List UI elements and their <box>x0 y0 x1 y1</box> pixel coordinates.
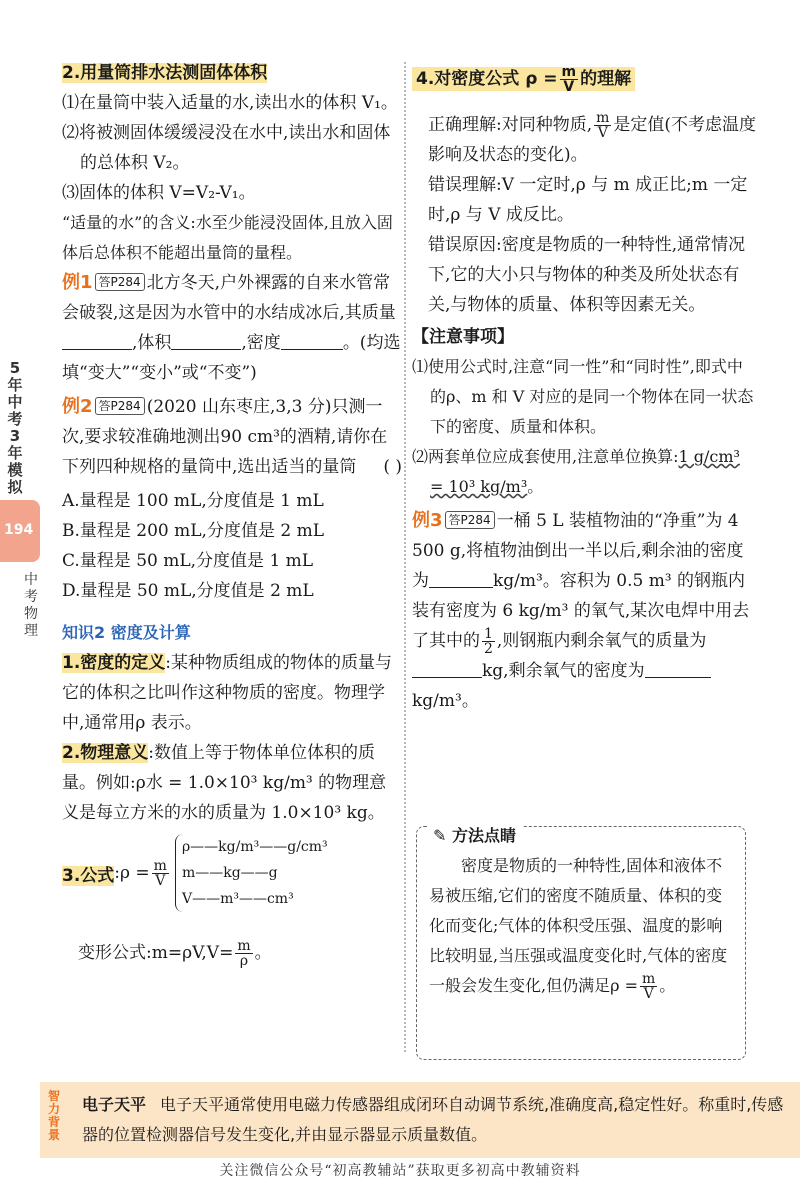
fraction: $\frac{m}{V}$ <box>596 110 610 141</box>
fraction: $\frac{m}{V}$ <box>561 63 577 95</box>
book-title: 5年中考3年模拟 <box>7 359 23 496</box>
page-number: 194 <box>4 522 34 538</box>
method-box <box>416 826 746 1060</box>
answer-blank <box>429 571 493 588</box>
answer-blank <box>171 333 241 350</box>
answer-blank <box>412 661 482 678</box>
left-column <box>62 58 402 968</box>
option-b: B.量程是 200 mL,分度值是 2 mL <box>62 521 324 541</box>
banner-text: 电子天平 电子天平通常使用电磁力传感器组成闭环自动调节系统,准确度高,稳定性好。称重时,传感器的位置检测器信号发生变化,并由显示器显示质量数值。 <box>82 1095 784 1144</box>
fraction: $\frac{m}{V}$ <box>642 971 656 1002</box>
banner-label: 智力背景 <box>47 1089 60 1142</box>
column-divider <box>404 62 406 1052</box>
unit-list: ρ——kg/m³——g/cm³ m——kg——g V——m³——cm³ <box>175 834 328 912</box>
right-column <box>412 64 757 716</box>
definition-2: 2.物理意义:数值上等于物体单位体积的质量。例如:ρ水 = 1.0×10³ kg/m³ 的物理意义是每立方米的水的质量为 1.0×10³ kg。 <box>62 743 387 823</box>
banner-title: 电子天平 <box>82 1095 147 1114</box>
example-label: 例2 <box>62 396 93 417</box>
example-3: 例3 答P284 一桶 5 L 装植物油的“净重”为 4 500 g,将植物油倒出一半以后,剩余油的密度为 kg/m³。容积为 0.5 m³ 的钢瓶内装有密度为 6 kg/m³ 的氧气,某次电焊中用去了其中的 $\frac{1}{2}$ ,则钢瓶内剩余氧气的质量为kg,剩余氧气的密度为kg/m³。 <box>412 510 750 711</box>
answer-blank <box>62 333 132 350</box>
note-2: ⑵两套单位应成套使用,注意单位换算:1 g/cm³ = 10³ kg/m³。 <box>412 447 740 496</box>
correct-understanding: 正确理解:对同种物质, $\frac{m}{V}$ 是定值(不考虑温度影响及状态的变化)。 <box>428 110 757 165</box>
answer-ref-tag: 答P284 <box>445 511 495 529</box>
formula-label: 3.公式 <box>62 865 115 886</box>
footer-note: 关注微信公众号“初高教辅站”获取更多初高中教辅资料 <box>219 1163 581 1179</box>
formula-block: 3.公式:ρ = $\frac{m}{V}$ ρ——kg/m³——g/cm³ m——kg——g V——m³——cm³ <box>62 834 402 924</box>
wrong-understanding: 错误理解:V 一定时,ρ 与 m 成正比;m 一定时,ρ 与 V 成反比。 <box>428 175 748 225</box>
answer-blank <box>645 661 711 678</box>
pen-icon: ✎ <box>433 826 452 845</box>
attention-heading: 【注意事项】 <box>412 327 514 347</box>
option-a: A.量程是 100 mL,分度值是 1 mL <box>62 491 324 511</box>
step-2: ⑵将被测固体缓缓浸没在水中,读出水和固体的总体积 V₂。 <box>62 123 391 173</box>
subject-label: 中考物理 <box>24 572 38 639</box>
side-margin <box>0 360 44 740</box>
wrong-reason: 错误原因:密度是物质的一种特性,通常情况下,它的大小只与物体的种类及所处状态有关,与物体的质量、体积等因素无关。 <box>428 235 746 315</box>
answer-blank <box>281 333 343 350</box>
answer-ref-tag: 答P284 <box>95 397 145 415</box>
background-info-banner <box>40 1082 800 1158</box>
method-title: ✎ 方法点睛 <box>427 823 522 846</box>
step-3: ⑶固体的体积 V=V₂-V₁。 <box>62 183 256 203</box>
knowledge-heading: 知识2 密度及计算 <box>62 623 191 642</box>
derived-formula: 变形公式:m=ρV,V= $\frac{m}{\rho}$ 。 <box>78 938 272 969</box>
section-heading: 4.对密度公式 ρ = $\frac{m}{V}$ 的理解 <box>412 64 757 94</box>
method-body: 密度是物质的一种特性,固体和液体不易被压缩,它们的密度不随质量、体积的变化而变化;气体的体积受压强、温度的影响比较明显,当压强或温度变化时,气体的密度一般会发生变化,但仍满足ρ = $\frac{m}{V}$ 。 <box>429 856 728 1002</box>
section-heading: 2.用量筒排水法测固体体积 <box>62 63 268 83</box>
option-d: D.量程是 50 mL,分度值是 2 mL <box>62 581 314 601</box>
example-label: 例1 <box>62 272 93 293</box>
fraction: $\frac{m}{V}$ <box>153 857 167 889</box>
example-label: 例3 <box>412 510 443 531</box>
example-2: 例2 答P284 (2020 山东枣庄,3,3 分)只测一次,要求较准确地测出90 cm³的酒精,请你在下列四种规格的量筒中,选出适当的量筒 ( ) <box>62 392 402 482</box>
option-c: C.量程是 50 mL,分度值是 1 mL <box>62 551 314 571</box>
answer-parens: ( ) <box>383 457 402 477</box>
note-1: ⑴使用公式时,注意“同一性”和“同时性”,即式中的ρ、m 和 V 对应的是同一个物体在同一状态下的密度、质量和体积。 <box>412 357 754 436</box>
answer-ref-tag: 答P284 <box>95 273 145 291</box>
definition-1: 1.密度的定义:某种物质组成的物体的质量与它的体积之比叫作这种物质的密度。物理学中,通常用ρ 表示。 <box>62 653 393 733</box>
fraction: $\frac{m}{\rho}$ <box>237 938 251 969</box>
note-text: “适量的水”的含义:水至少能浸没固体,且放入固体后总体积不能超出量筒的量程。 <box>62 213 393 262</box>
example-1: 例1 答P284 北方冬天,户外裸露的自来水管常会破裂,这是因为水管中的水结成冰后,其质量,体积 ,密度 。(均选填“变大”“变小”或“不变”) <box>62 272 401 383</box>
step-1: ⑴在量筒中装入适量的水,读出水的体积 V₁。 <box>62 93 398 113</box>
page-number-tab <box>0 500 40 562</box>
fraction: $\frac{1}{2}$ <box>484 626 493 657</box>
